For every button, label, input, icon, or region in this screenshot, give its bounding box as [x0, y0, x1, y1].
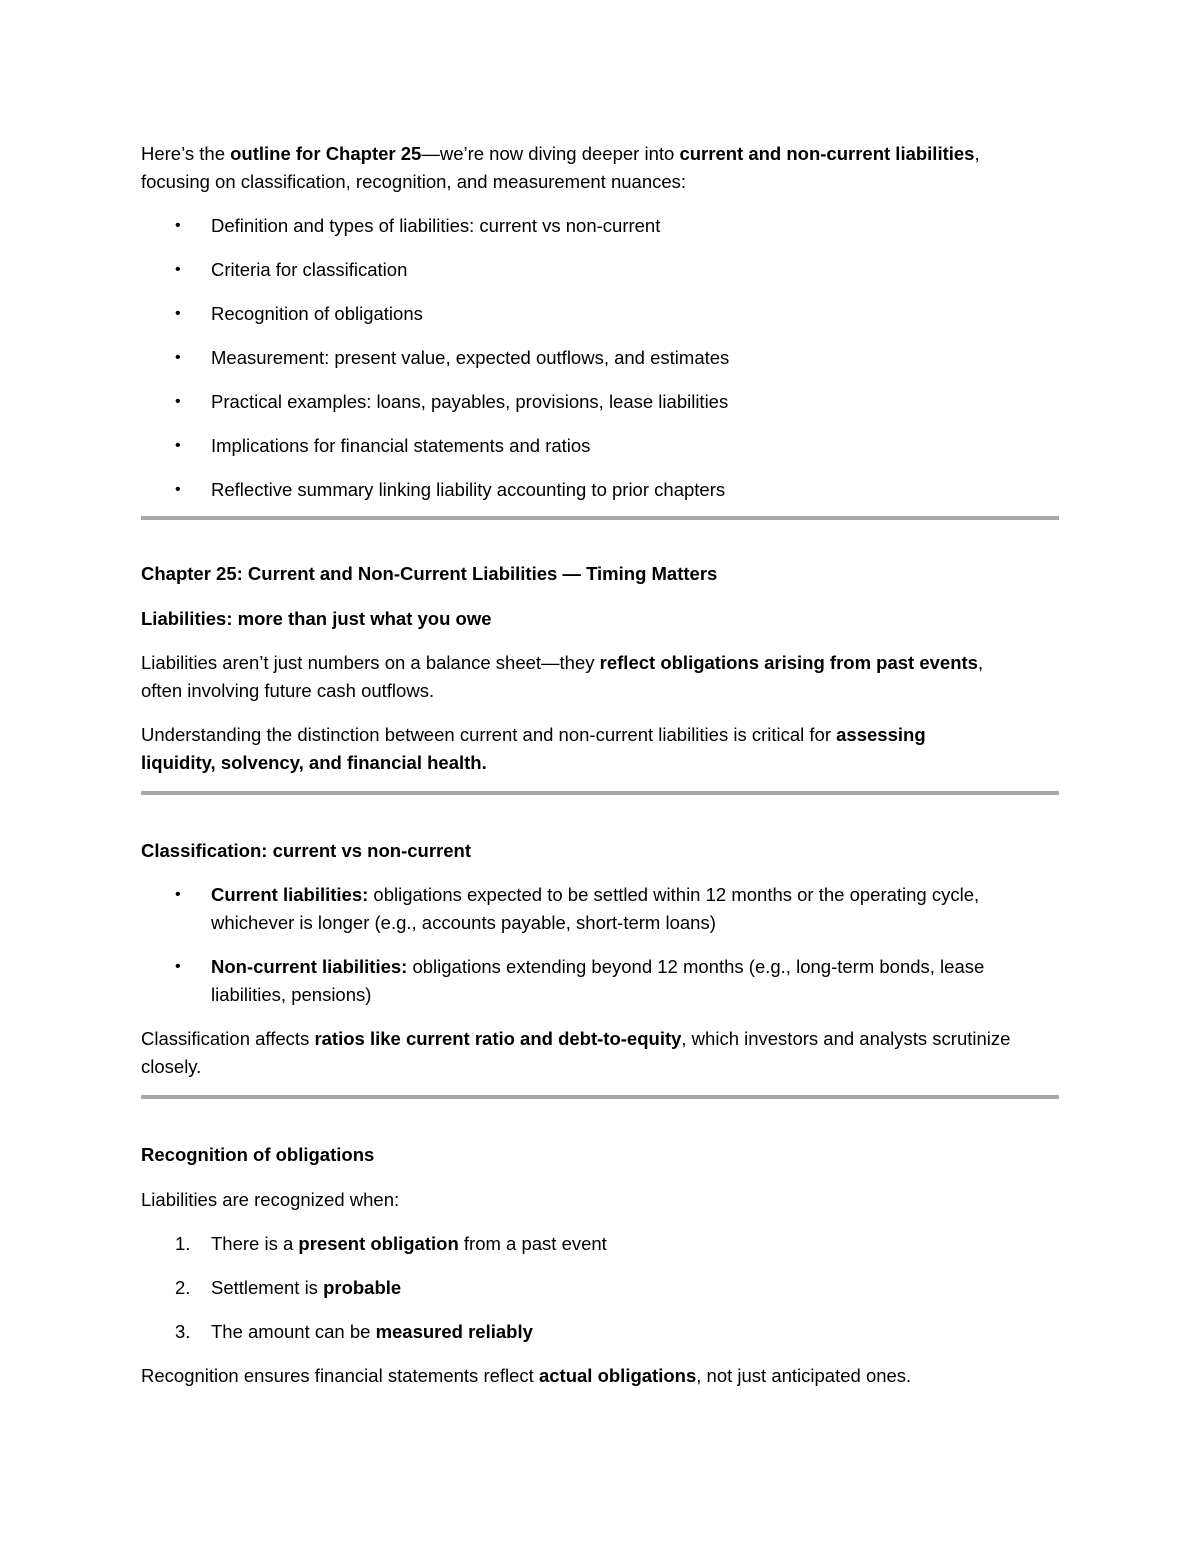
recognition-item-bold: probable	[323, 1277, 402, 1298]
bullet-icon: •	[175, 886, 181, 903]
chapter-p2-bold-1: assessing	[836, 724, 926, 745]
list-item	[141, 881, 1059, 937]
classification-summary-text-2: , which investors and analysts scrutinize	[681, 1028, 1011, 1049]
classification-item-text: obligations extending beyond 12 months (e.g., long-term bonds, lease	[407, 956, 985, 977]
list-item	[141, 388, 1059, 416]
document-page	[141, 140, 1059, 1406]
chapter-paragraph-2	[141, 721, 1059, 777]
recognition-item-bold: present obligation	[298, 1233, 459, 1254]
classification-summary	[141, 1025, 1059, 1081]
section-divider	[141, 516, 1059, 520]
intro-bold-1: outline for Chapter 25	[230, 143, 422, 164]
outline-item-text: Measurement: present value, expected outflows, and estimates	[211, 347, 730, 368]
chapter-p2-text: Understanding the distinction between current and non-current liabilities is critical for	[141, 724, 837, 745]
classification-summary-line-2: closely.	[141, 1056, 202, 1077]
outline-list	[141, 212, 1059, 504]
list-item	[141, 476, 1059, 504]
list-item	[141, 256, 1059, 284]
recognition-item-text-1: There is a	[211, 1233, 299, 1254]
bullet-icon: •	[175, 305, 181, 322]
outline-item-text: Reflective summary linking liability accounting to prior chapters	[211, 479, 726, 500]
classification-list	[141, 881, 1059, 1009]
recognition-item-text-2: from a past event	[458, 1233, 607, 1254]
recognition-item-text-1: Settlement is	[211, 1277, 324, 1298]
outline-item-text: Practical examples: loans, payables, provisions, lease liabilities	[211, 391, 729, 412]
outline-item-text: Implications for financial statements and ratios	[211, 435, 591, 456]
recognition-intro: Liabilities are recognized when:	[141, 1189, 400, 1210]
chapter-p1-text-2: ,	[977, 652, 984, 673]
list-item	[141, 1318, 1059, 1346]
list-item	[141, 344, 1059, 372]
classification-item-text-2: whichever is longer (e.g., accounts payable, short-term loans)	[211, 912, 716, 933]
chapter-title: Chapter 25: Current and Non-Current Liabilities — Timing Matters	[141, 563, 718, 584]
intro-text-2: —we’re now diving deeper into	[421, 143, 680, 164]
bullet-icon: •	[175, 481, 181, 498]
classification-item-label: Current liabilities:	[211, 884, 369, 905]
list-item	[141, 1230, 1059, 1258]
classification-heading: Classification: current vs non-current	[141, 840, 471, 861]
bullet-icon: •	[175, 437, 181, 454]
recognition-summary-text-2: , not just anticipated ones.	[696, 1365, 912, 1386]
outline-item-text: Recognition of obligations	[211, 303, 423, 324]
section-divider	[141, 791, 1059, 795]
classification-item-label: Non-current liabilities:	[211, 956, 408, 977]
outline-item-text: Definition and types of liabilities: current vs non-current	[211, 215, 661, 236]
classification-item-text-2: liabilities, pensions)	[211, 984, 372, 1005]
bullet-icon: •	[175, 261, 181, 278]
chapter-paragraph-1	[141, 649, 1059, 705]
list-item	[141, 432, 1059, 460]
chapter-p2-bold-2: liquidity, solvency, and financial health.	[141, 752, 487, 773]
intro-text-3: ,	[974, 143, 980, 164]
intro-paragraph	[141, 140, 1059, 196]
bullet-icon: •	[175, 393, 181, 410]
outline-item-text: Criteria for classification	[211, 259, 408, 280]
recognition-summary-text-1: Recognition ensures financial statements reflect	[141, 1365, 539, 1386]
intro-bold-2: current and non-current liabilities	[679, 143, 975, 164]
recognition-heading: Recognition of obligations	[141, 1144, 375, 1165]
list-item	[141, 953, 1059, 1009]
classification-item-text: obligations expected to be settled within 12 months or the operating cycle,	[368, 884, 980, 905]
intro-text-1: Here’s the	[141, 143, 231, 164]
recognition-summary-bold: actual obligations	[538, 1365, 697, 1386]
bullet-icon: •	[175, 958, 181, 975]
list-number: 2.	[175, 1277, 191, 1298]
list-item	[141, 212, 1059, 240]
bullet-icon: •	[175, 217, 181, 234]
list-item	[141, 300, 1059, 328]
bullet-icon: •	[175, 349, 181, 366]
recognition-item-bold: measured reliably	[375, 1321, 533, 1342]
recognition-item-text-1: The amount can be	[211, 1321, 376, 1342]
list-number: 3.	[175, 1321, 191, 1342]
section-divider	[141, 1095, 1059, 1099]
chapter-p1-line-2: often involving future cash outflows.	[141, 680, 435, 701]
chapter-p1-bold: reflect obligations arising from past events	[599, 652, 978, 673]
recognition-summary	[141, 1362, 1059, 1390]
list-item	[141, 1274, 1059, 1302]
chapter-subheading: Liabilities: more than just what you owe	[141, 608, 492, 629]
chapter-p1-text-1: Liabilities aren’t just numbers on a balance sheet—they	[141, 652, 600, 673]
recognition-list	[141, 1230, 1059, 1346]
classification-summary-bold: ratios like current ratio and debt-to-equity	[314, 1028, 682, 1049]
classification-summary-text-1: Classification affects	[141, 1028, 315, 1049]
list-number: 1.	[175, 1233, 191, 1254]
intro-line-2: focusing on classification, recognition, and measurement nuances:	[141, 171, 687, 192]
